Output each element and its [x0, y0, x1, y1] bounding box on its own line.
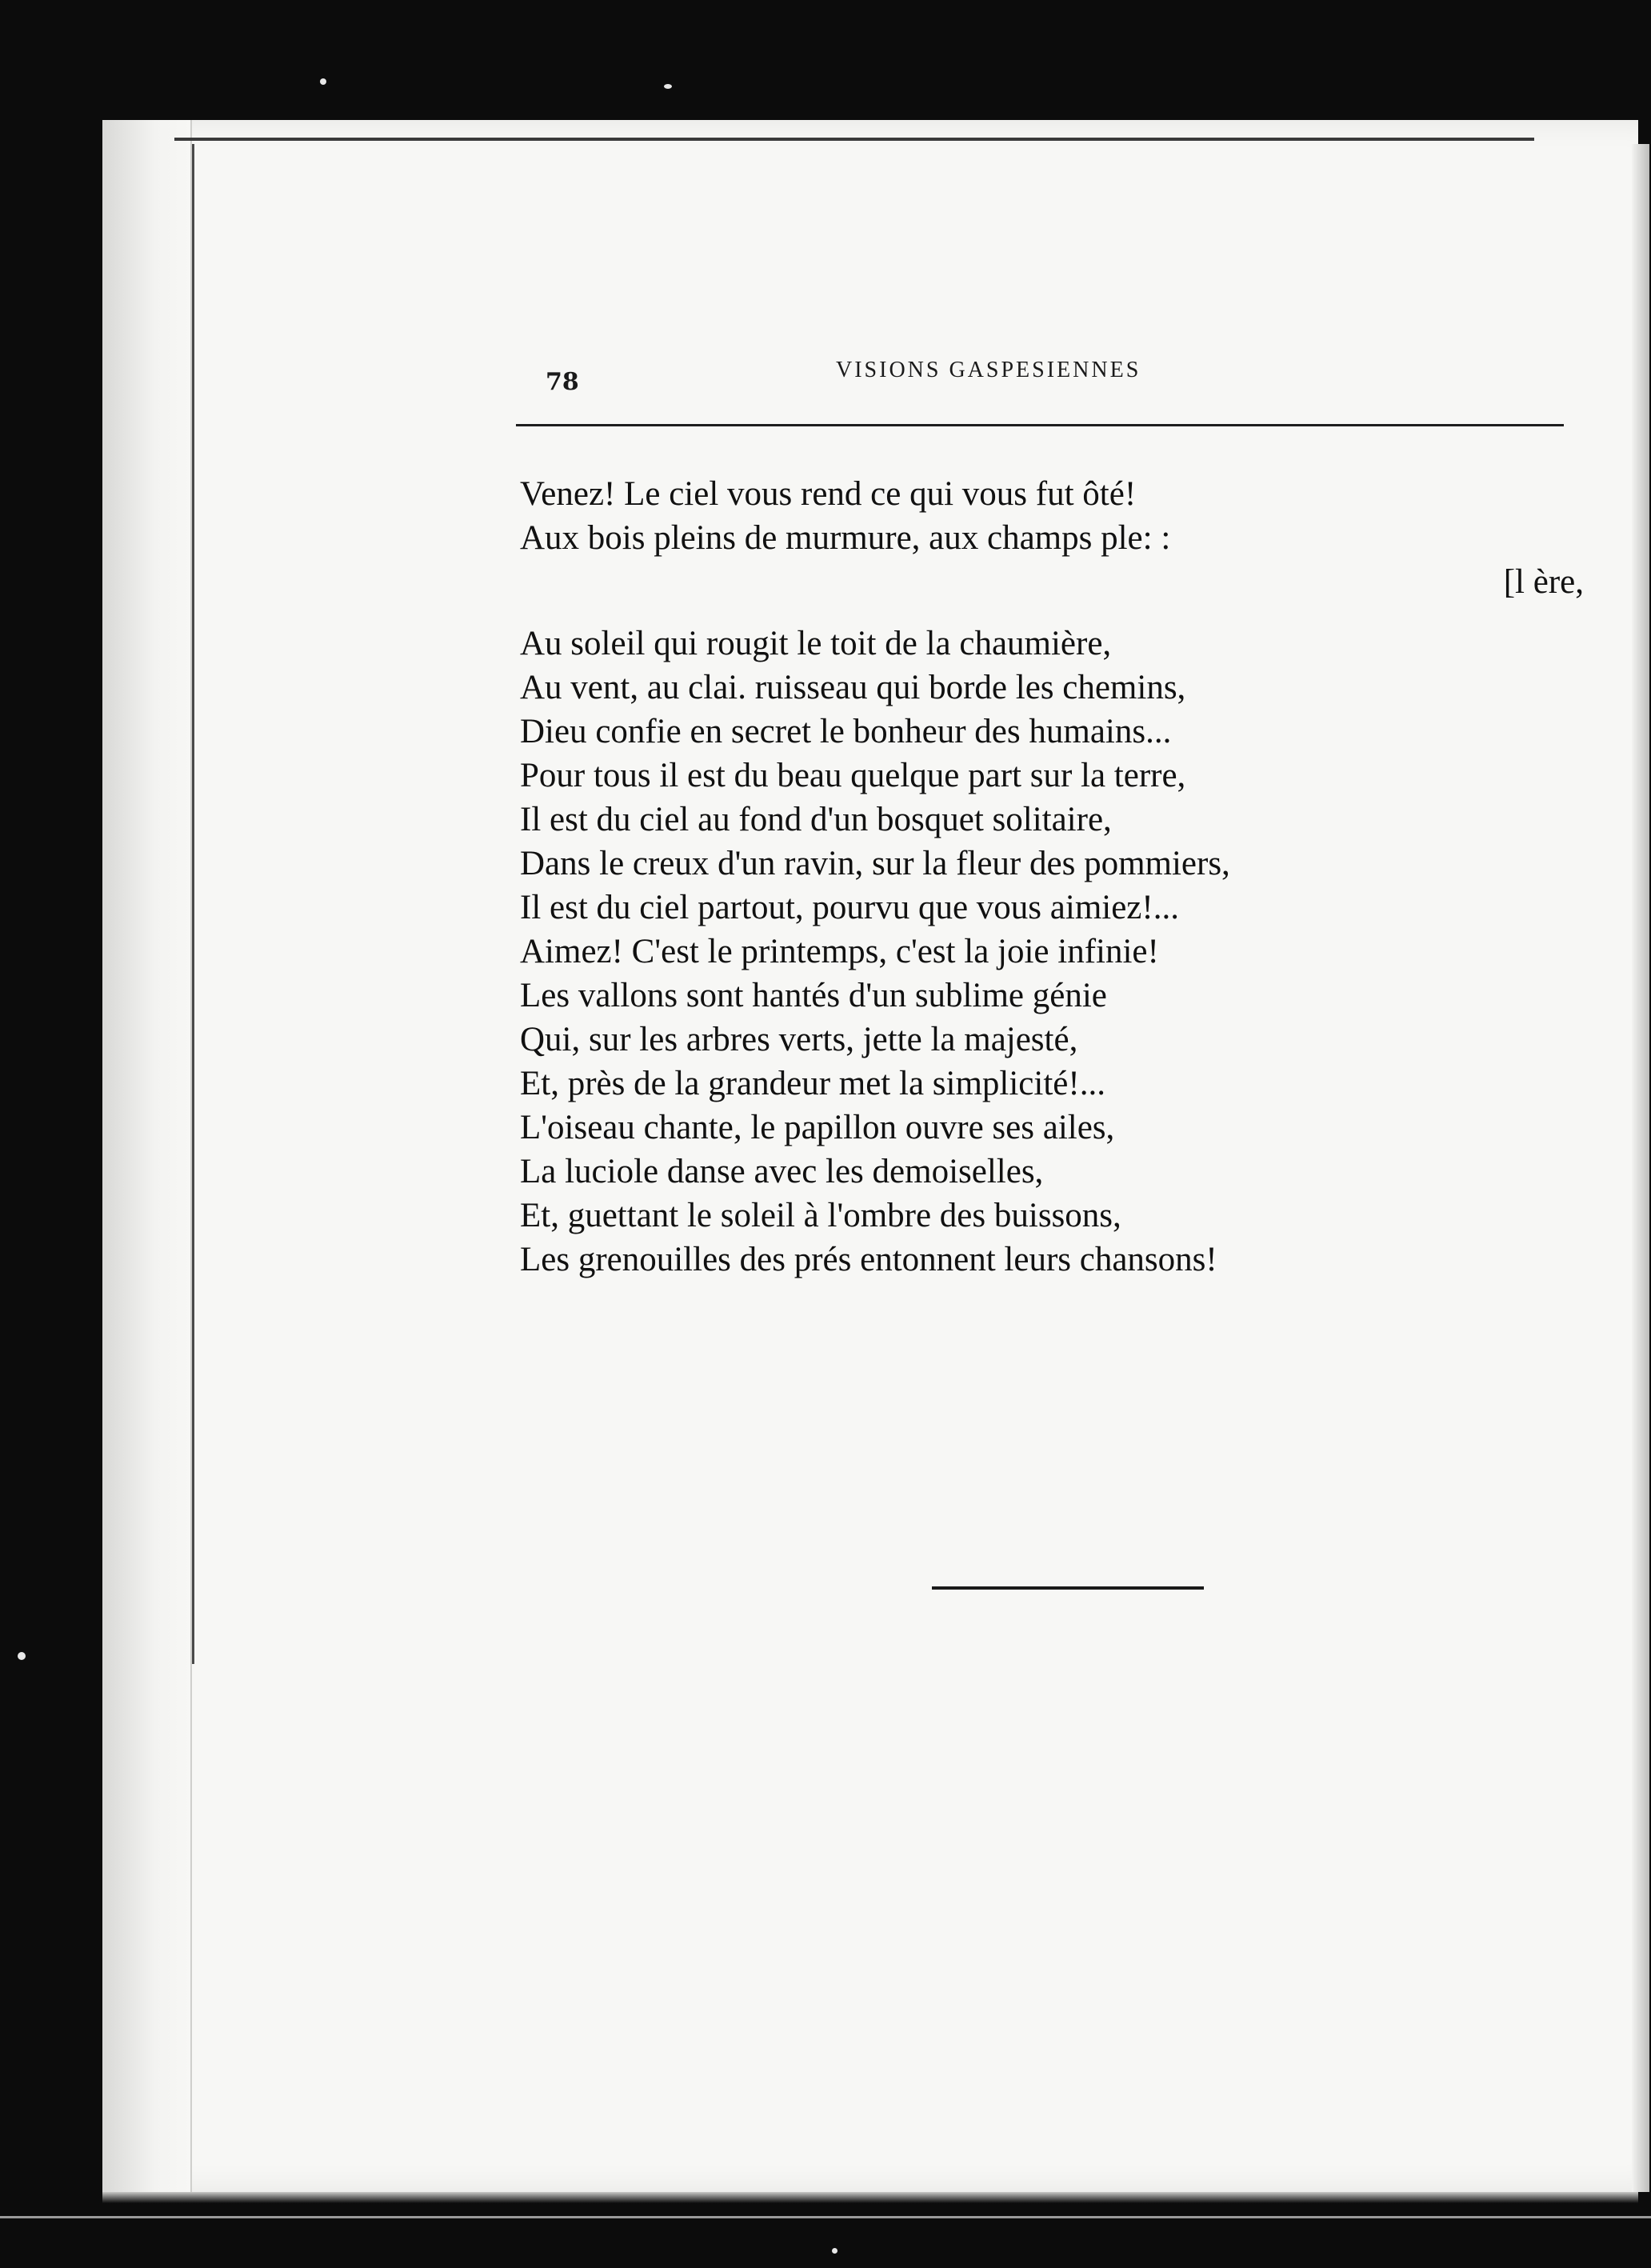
poem-line: Aux bois pleins de murmure, aux champs ple: :	[520, 519, 1171, 557]
poem-line: Et, guettant le soleil à l'ombre des buissons,	[520, 1197, 1121, 1234]
poem-line: Aimez! C'est le printemps, c'est la joie infinie!	[520, 933, 1159, 970]
gutter-line	[192, 144, 194, 1664]
poem-line: Pour tous il est du beau quelque part sur la terre,	[520, 757, 1186, 794]
poem-line-overflow: [l ère,	[1503, 563, 1584, 601]
page-edge	[1632, 144, 1649, 2192]
line-gap	[520, 604, 1584, 622]
poem-line: Les vallons sont hantés d'un sublime génie	[520, 977, 1107, 1014]
running-head: VISIONS GASPESIENNES	[836, 358, 1141, 382]
dust-speck	[664, 84, 672, 89]
poem-line: Venez! Le ciel vous rend ce qui vous fut ôté!	[520, 475, 1137, 513]
header-rule	[516, 424, 1564, 426]
poem-line: Au soleil qui rougit le toit de la chaumière,	[520, 625, 1112, 662]
poem-line: Il est du ciel au fond d'un bosquet solitaire,	[520, 801, 1112, 838]
poem-line: Dans le creux d'un ravin, sur la fleur des pommiers,	[520, 845, 1230, 882]
poem-line: Et, près de la grandeur met la simplicité!...	[520, 1065, 1105, 1102]
dust-speck	[18, 1652, 26, 1660]
end-ornament-rule	[932, 1586, 1204, 1590]
page-number: 78	[546, 368, 579, 396]
dust-speck	[832, 2248, 837, 2254]
poem-body	[520, 472, 1584, 1282]
poem-line: Dieu confie en secret le bonheur des humains...	[520, 713, 1172, 750]
poem-line: Au vent, au clai. ruisseau qui borde les chemins,	[520, 669, 1186, 706]
poem-line: La luciole danse avec les demoiselles,	[520, 1153, 1044, 1190]
poem-line: Il est du ciel partout, pourvu que vous aimiez!...	[520, 889, 1179, 926]
poem-line: Les grenouilles des prés entonnent leurs chansons!	[520, 1241, 1217, 1278]
top-edge-shadow	[174, 138, 1534, 141]
dust-speck	[320, 78, 326, 85]
scan-crop-line	[0, 2216, 1651, 2218]
page-gutter	[102, 120, 192, 2192]
poem-line: Qui, sur les arbres verts, jette la majesté,	[520, 1021, 1078, 1058]
bottom-edge	[102, 2192, 1638, 2203]
poem-line: L'oiseau chante, le papillon ouvre ses ailes,	[520, 1109, 1115, 1146]
